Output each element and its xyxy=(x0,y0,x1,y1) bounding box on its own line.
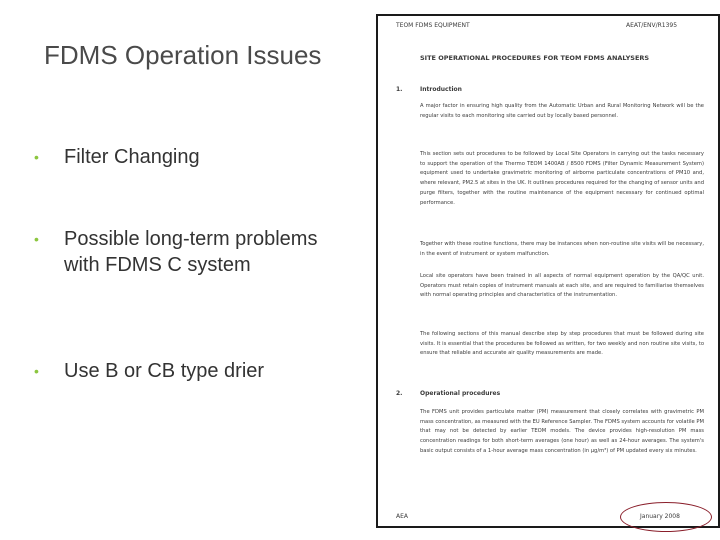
document-page-image xyxy=(376,14,720,528)
doc-paragraph: Local site operators have been trained in all aspects of normal equipment operation by the QA/QC unit. Operators must retain copies of instrument manuals at each site, and are required to familiarise themselves with normal operating principles and characteristics of the instrumentation. xyxy=(420,273,704,299)
bullet-text: Possible long-term problems with FDMS C system xyxy=(64,228,318,276)
section-heading: Operational procedures xyxy=(420,390,501,397)
doc-footer-left: AEA xyxy=(396,513,408,520)
doc-paragraph: This section sets out procedures to be followed by Local Site Operators in carrying out the tasks necessary to support the operation of the Thermo TEOM 1400AB / 8500 FDMS (Filter Dynamic Measurement System) equipment used to undertake gravimetric monitoring of airborne particulate concentrations of PM10 and, where relevant, PM2.5 at sites in the UK. It outlines procedures required for the changing of sensor units and purge filters, together with the routine maintenance of the equipment necessary for continued optimal performance. xyxy=(420,151,704,206)
bullet-dot-icon: • xyxy=(34,149,39,165)
section-number: 1. xyxy=(396,86,403,93)
doc-paragraph: Together with these routine functions, there may be instances when non-routine site visits will be necessary, in the event of instrument or system malfunction. xyxy=(420,241,704,257)
bullet-text: Use B or CB type drier xyxy=(64,360,265,382)
bullet-item xyxy=(32,226,324,278)
section-heading: Introduction xyxy=(420,86,462,93)
section-number: 2. xyxy=(396,390,403,397)
bullet-text: Filter Changing xyxy=(64,146,200,168)
doc-paragraph: The FDMS unit provides particulate matter (PM) measurement that closely correlates with gravimetric PM mass concentration, as measured with the EU Reference Sampler. The FDMS system accounts for volatile PM that may not be detected by earlier TEOM models. The device provides high-resolution PM mass concentration readings for both short-term averages (one hour) as well as 24-hour averages. The system's basic output consists of a 1-hour average mass concentration (in µg/m³) of PM updated every six minutes. xyxy=(420,409,704,454)
doc-paragraph: The following sections of this manual describe step by step procedures that must be followed during site visits. It is essential that the procedures be followed as written, for two weekly and non routine site visits, to ensure that reliable and accurate air quality measurements are made. xyxy=(420,331,704,357)
date-highlight-circle xyxy=(620,502,712,532)
slide-title: FDMS Operation Issues xyxy=(44,40,322,70)
doc-header-right: AEAT/ENV/R1395 xyxy=(626,22,678,29)
bullet-item xyxy=(32,144,324,170)
bullet-dot-icon: • xyxy=(34,231,39,247)
bullet-item xyxy=(32,358,324,384)
doc-paragraph: A major factor in ensuring high quality from the Automatic Urban and Rural Monitoring Network will be the regular visits to each monitoring site carried out by locally based personnel. xyxy=(420,103,704,119)
bullet-dot-icon: • xyxy=(34,363,39,379)
doc-footer-date: January 2008 xyxy=(640,513,680,520)
doc-title: SITE OPERATIONAL PROCEDURES FOR TEOM FDMS ANALYSERS xyxy=(420,54,650,62)
doc-header-left: TEOM FDMS EQUIPMENT xyxy=(396,22,470,29)
